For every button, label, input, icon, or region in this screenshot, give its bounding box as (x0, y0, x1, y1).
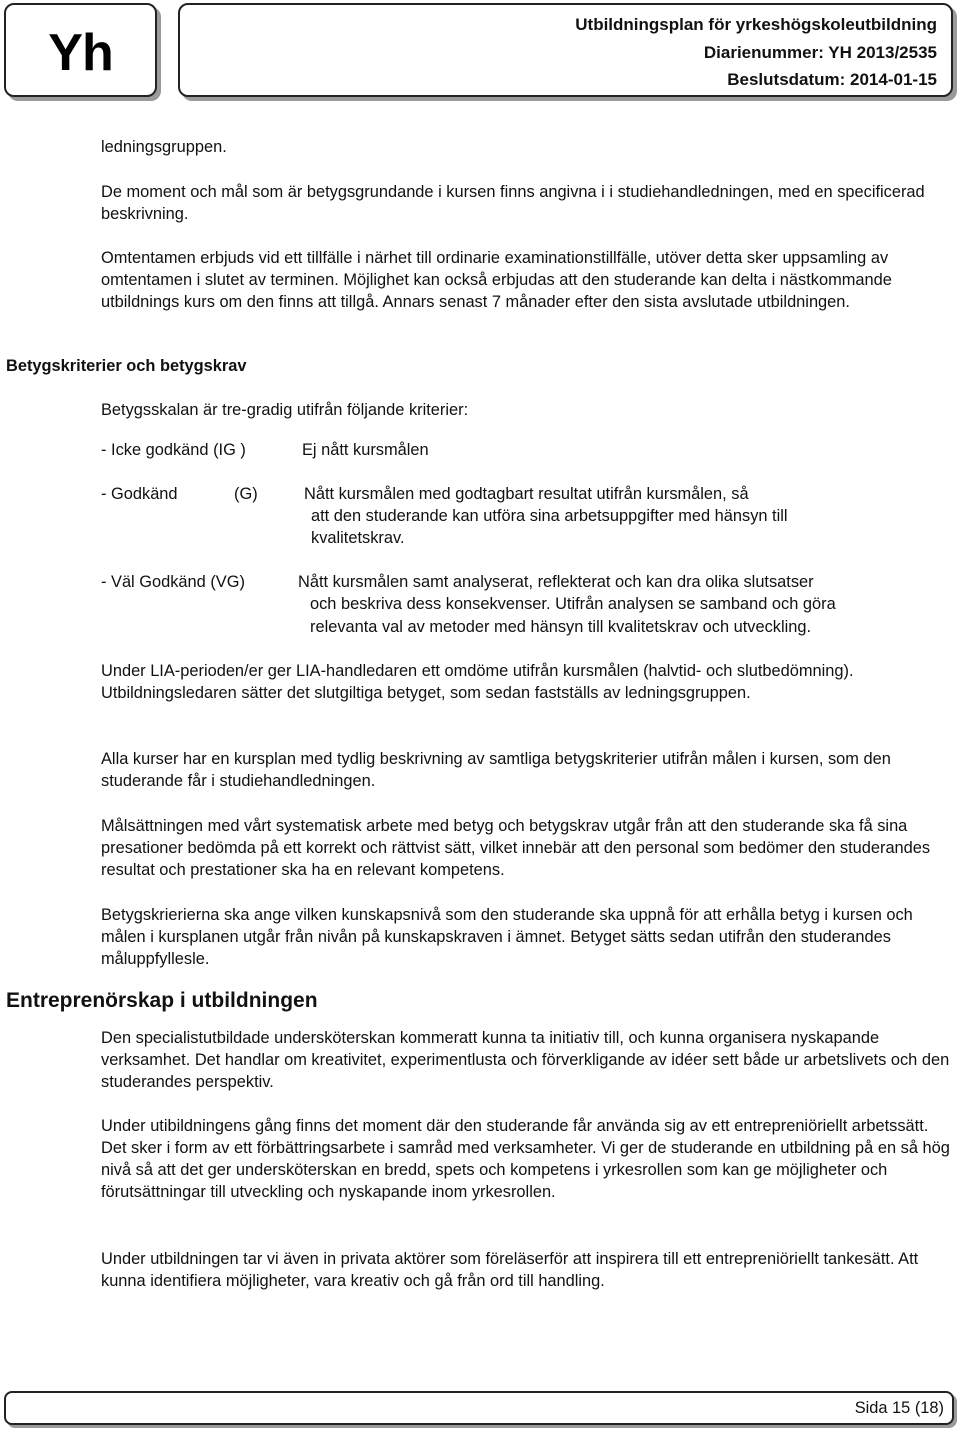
heading-betygskriterier: Betygskriterier och betygskrav (6, 357, 247, 375)
paragraph-entre-3: Under utbildningen tar vi även in privata aktörer som föreläserför att inspirera till ett entrepreniöriellt tankesätt. Att kunna identifiera möjligheter, vara kreativ och gå från ord till handling. (101, 1250, 919, 1290)
paragraph-ledningsgruppen: ledningsgruppen. (101, 138, 227, 156)
grade-g-desc-line: kvalitetskrav. (311, 529, 405, 547)
paragraph-entre-1: Den specialistutbildade undersköterskan kommeratt kunna ta initiativ till, och kunna organisera nyskapande verksamhet. Det handlar om kreativitet, experimentlusta och förverkligande av idéer sett både ur arbetslivets och den studerandes perspektiv. (101, 1029, 950, 1091)
grade-g-code: (G) (234, 485, 258, 503)
page-footer (4, 1391, 954, 1425)
beslutsdatum: Beslutsdatum: 2014-01-15 (727, 70, 937, 89)
page-number: Sida 15 (18) (854, 1399, 944, 1417)
paragraph-kurser: Alla kurser har en kursplan med tydlig beskrivning av samtliga betygskriterier utifrån målen i kursen, som den studerande får i studiehandledningen. (101, 750, 891, 790)
grade-g-label: - Godkänd (101, 485, 178, 503)
grade-ig-label: - Icke godkänd (IG ) (101, 441, 246, 459)
paragraph-moment: De moment och mål som är betygsgrundande i kursen finns angivna i i studiehandledningen, med en specificerad beskrivning. (101, 183, 925, 223)
document-title: Utbildningsplan för yrkeshögskoleutbildning (575, 15, 937, 34)
grade-vg-label: - Väl Godkänd (VG) (101, 573, 245, 591)
grade-vg-desc-line: Nått kursmålen samt analyserat, reflekterat och kan dra olika slutsatser (298, 573, 814, 591)
grading-intro: Betygsskalan är tre-gradig utifrån följande kriterier: (101, 401, 469, 419)
paragraph-malsattning: Målsättningen med vårt systematisk arbete med betyg och betygskrav utgår från att den studerande ska få sina presationer bedömda på ett korrekt och rättvist sätt, vilket innebär att den personal som bedömer den studerandes resultat och prestationer ska ha en relevant kompetens. (101, 817, 931, 879)
document-header (178, 3, 953, 97)
yh-logo: Yh (48, 24, 113, 82)
grade-vg-desc-line: relevanta val av metoder med hänsyn till kvalitetskrav och utveckling. (310, 618, 812, 636)
grade-vg-desc-line: och beskriva dess konsekvenser. Utifrån analysen se samband och göra (310, 595, 836, 613)
paragraph-omtentamen: Omtentamen erbjuds vid ett tillfälle i närhet till ordinarie examinationstillfälle, utöver detta sker uppsamling av omtentamen i slutet av terminen. Möjlighet kan också erbjudas att den studerande kan delta i nästkommande utbildnings kurs om den finns att tillgå. Annars senast 7 månader efter den sista avslutade utbildningen. (101, 249, 892, 311)
paragraph-lia: Under LIA-perioden/er ger LIA-handledaren ett omdöme utifrån kursmålen (halvtid- och slutbedömning). Utbildningsledaren sätter det slutgiltiga betyget, som sedan fastställs av ledningsgruppen. (101, 662, 854, 702)
diarienummer: Diarienummer: YH 2013/2535 (703, 43, 937, 62)
paragraph-entre-2: Under utibildningens gång finns det moment där den studerande får använda sig av ett entrepreniöriellt arbetssätt. Det sker i form av ett förbättringsarbete i samråd med verksamheter. Vi ger de studerande en utbildning på en så hög nivå så att det ger undersköterskan en bredd, spets och kompetens i yrkesrollen som kan ge möjligheter och förutsättningar till utveckling och nyskapande inom yrkesrollen. (101, 1117, 950, 1201)
grade-g-desc-line: Nått kursmålen med godtagbart resultat utifrån kursmålen, så (304, 485, 749, 503)
heading-entreprenorskap: Entreprenörskap i utbildningen (6, 989, 318, 1012)
paragraph-betygskriterier: Betygskrierierna ska ange vilken kunskapsnivå som den studerande ska uppnå för att erhålla betyg i kursen och målen i kursplanen utgår från nivån på kunskapskraven i ämnet. Betyget sätts sedan utifrån den studerandes måluppfyllesle. (101, 906, 913, 968)
grade-ig-desc: Ej nått kursmålen (302, 441, 429, 459)
grade-g-desc-line: att den studerande kan utföra sina arbetsuppgifter med hänsyn till (311, 507, 788, 525)
logo-box (4, 3, 157, 97)
